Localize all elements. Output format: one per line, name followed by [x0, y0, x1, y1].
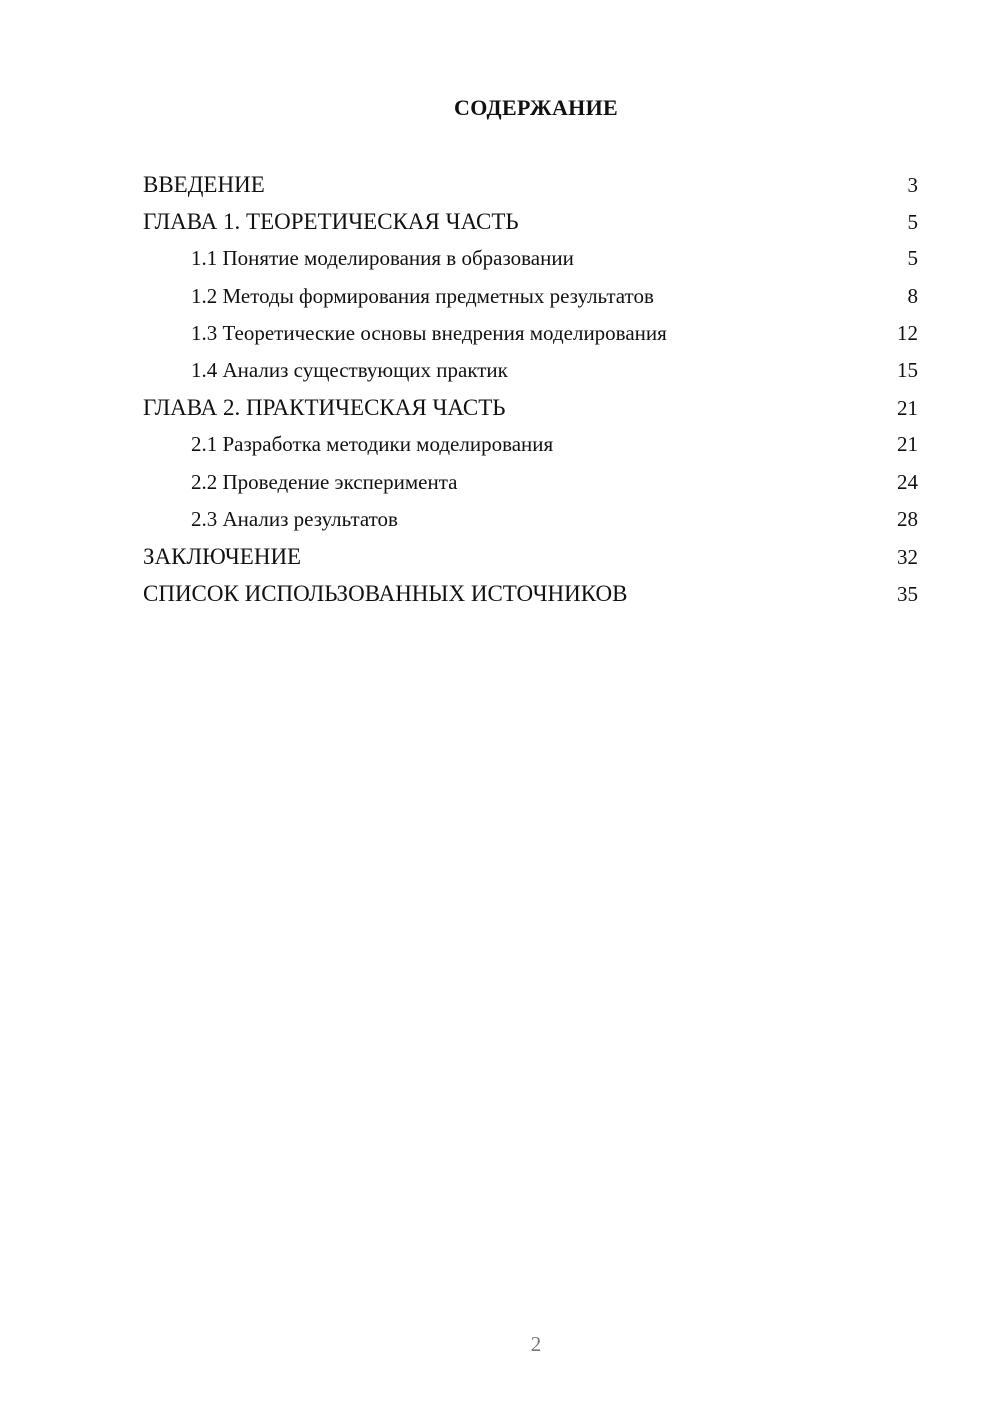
toc-entry-page: 28	[897, 506, 918, 531]
toc-entry-introduction[interactable]	[143, 166, 918, 203]
toc-entry-page: 5	[907, 246, 918, 271]
toc-entry-section-1-3[interactable]	[143, 315, 918, 352]
toc-entry-page: 5	[907, 210, 918, 235]
toc-entry-conclusion[interactable]	[143, 538, 918, 575]
toc-entry-text: 2.2 Проведение эксперимента	[191, 469, 458, 494]
toc-entry-text: ГЛАВА 1. ТЕОРЕТИЧЕСКАЯ ЧАСТЬ	[143, 209, 519, 235]
toc-entry-references[interactable]	[143, 575, 918, 612]
toc-entry-text: ГЛАВА 2. ПРАКТИЧЕСКАЯ ЧАСТЬ	[143, 395, 506, 421]
toc-entry-page: 12	[897, 320, 918, 345]
toc-entry-page: 8	[907, 283, 918, 308]
toc-entry-section-1-4[interactable]	[143, 352, 918, 389]
toc-entry-text: 2.1 Разработка методики моделирования	[191, 432, 554, 457]
toc-entry-section-1-1[interactable]	[143, 240, 918, 277]
toc-entry-page: 32	[897, 544, 918, 569]
toc-entry-section-2-2[interactable]	[143, 464, 918, 501]
toc-entry-section-2-1[interactable]	[143, 426, 918, 463]
toc-entry-section-2-3[interactable]	[143, 501, 918, 538]
toc-entry-chapter-2[interactable]	[143, 389, 918, 426]
toc-entry-page: 24	[897, 469, 918, 494]
table-of-contents	[143, 166, 918, 612]
toc-entry-text: ВВЕДЕНИЕ	[143, 172, 265, 197]
toc-entry-text: 1.1 Понятие моделирования в образовании	[191, 246, 574, 271]
toc-entry-text: 2.3 Анализ результатов	[191, 506, 398, 531]
toc-entry-page: 15	[897, 357, 918, 382]
toc-entry-page: 35	[897, 582, 918, 607]
toc-entry-page: 21	[897, 396, 918, 421]
page-number: 2	[530, 1332, 542, 1356]
toc-entry-text: 1.3 Теоретические основы внедрения моделирования	[191, 320, 667, 345]
page-title: СОДЕРЖАНИЕ	[454, 95, 618, 120]
toc-entry-text: ЗАКЛЮЧЕНИЕ	[143, 543, 302, 569]
toc-entry-page: 3	[907, 173, 918, 197]
toc-entry-chapter-1[interactable]	[143, 203, 918, 240]
toc-entry-text: 1.4 Анализ существующих практик	[191, 357, 508, 382]
toc-entry-page: 21	[897, 432, 918, 457]
toc-entry-text: СПИСОК ИСПОЛЬЗОВАННЫХ ИСТОЧНИКОВ	[143, 581, 628, 607]
toc-entry-text: 1.2 Методы формирования предметных результатов	[191, 283, 654, 308]
toc-entry-section-1-2[interactable]	[143, 278, 918, 315]
